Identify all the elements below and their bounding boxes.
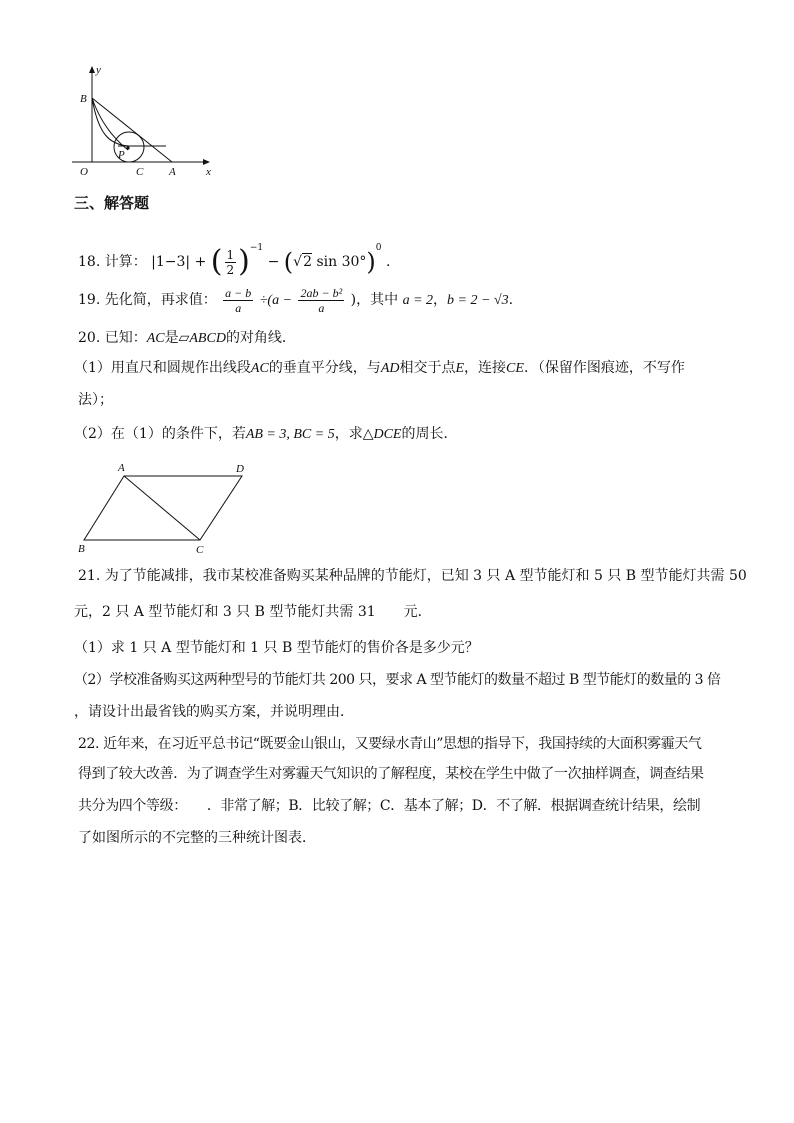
q19-fraction-2 xyxy=(298,286,344,315)
q20-p2-cond: AB = 3, BC = 5 xyxy=(245,427,335,442)
question-21-part-2-line-2: ，请设计出最省钱的购买方案，并说明理由． xyxy=(74,704,354,720)
q18-prefix: 18. 计算： xyxy=(78,254,147,270)
q18-frac-num: 1 xyxy=(226,247,235,262)
q19-fraction-1 xyxy=(223,286,253,315)
label-c: C xyxy=(136,166,144,178)
question-21-part-2-line-1: （2）学校准备购买这两种型号的节能灯共 200 只，要求 A 型节能灯的数量不超过 B 型节能灯的数量的 3 倍 xyxy=(74,672,721,688)
q20-p1-b: 的垂直平分线，与 xyxy=(268,360,381,376)
question-19 xyxy=(78,282,513,318)
question-18: 18. 计算： |1−3| + ( $\frac{1}{2}$ )$^{-1}$ − (√2 sin 30°)$^0$ . xyxy=(78,243,391,279)
q22-line3-a: 共分为四个等级： xyxy=(78,798,187,814)
figure-coordinate-diagram xyxy=(68,62,218,180)
q20-p1-var-ac: AC xyxy=(250,361,269,376)
curve-lower xyxy=(92,98,128,150)
q19-f2-num: 2ab − b² xyxy=(300,285,343,300)
section-title: 三、解答题 xyxy=(74,194,150,212)
label-c: C xyxy=(196,544,204,556)
q21-line2-a: 元，2 只 A 型节能灯和 3 只 B 型节能灯共需 31 xyxy=(74,604,376,620)
label-b: B xyxy=(78,543,85,555)
label-b: B xyxy=(80,93,87,105)
segment-ba xyxy=(92,98,172,162)
q19-prefix: 19. 先化简，再求值： xyxy=(78,292,217,308)
q20-p1-c: 相交于点 xyxy=(399,360,456,376)
label-y: y xyxy=(96,64,101,76)
q19-f1-num: a − b xyxy=(225,285,252,300)
point-p xyxy=(126,146,129,149)
question-22-line-1: 22. 近年来，在习近平总书记“既要金山银山，又要绿水青山”思想的指导下，我国持续的大面积雾霾天气 xyxy=(78,736,702,752)
label-x: x xyxy=(206,166,211,178)
q19-cond-a: a = 2 xyxy=(402,293,434,308)
question-22-line-2: 得到了较大改善．为了调查学生对雾霾天气知识的了解程度，某校在学生中做了一次抽样调查，调查结果 xyxy=(78,766,704,782)
q20-shape: ▱ABCD xyxy=(178,331,226,346)
q20-p1-d: ，连接 xyxy=(464,360,507,376)
question-20-part-1-line-2: 法）； xyxy=(78,392,113,408)
label-o: O xyxy=(80,166,88,178)
parallelogram-abcd xyxy=(84,476,242,540)
q18-exp-neg1: −1 xyxy=(249,243,264,253)
q20-suffix: 的对角线． xyxy=(225,330,296,346)
q19-cond-b: b = 2 − √3 xyxy=(447,293,509,308)
q20-p1-var-ad: AD xyxy=(380,361,400,376)
label-a: A xyxy=(118,462,125,474)
q20-p1-var-e: E xyxy=(455,361,465,376)
question-20-part-1 xyxy=(74,358,685,379)
q18-plus: + xyxy=(194,254,207,270)
label-p: P xyxy=(118,149,125,161)
diagonal-ac xyxy=(124,476,200,540)
q18-sqrt-arg: 2 xyxy=(303,254,313,270)
q20-p2-b: ，求 xyxy=(334,426,363,442)
q20-p2-triangle: △DCE xyxy=(362,427,402,442)
question-20-part-2 xyxy=(74,424,458,445)
q19-comma: ， xyxy=(433,292,448,308)
question-21-line-2 xyxy=(74,602,432,622)
curve-upper xyxy=(92,98,134,146)
q20-p1-e: ．（保留作图痕迹，不写作 xyxy=(523,360,685,376)
q20-p1-var-ce: CE xyxy=(506,361,524,376)
q20-p2-a: （2）在（1）的条件下，若 xyxy=(74,426,246,442)
q18-abs: |1−3| xyxy=(151,254,191,270)
q20-var-ac: AC xyxy=(146,331,165,346)
q20-prefix: 20. 已知： xyxy=(78,330,147,346)
q20-p1-a: （1）用直尺和圆规作出线段 xyxy=(74,360,251,376)
q22-line3-b: ．非常了解；B．比较了解；C．基本了解；D．不了解．根据调查统计结果，绘制 xyxy=(206,798,701,814)
q20-p2-c: 的周长． xyxy=(401,426,458,442)
question-21-line-1: 21. 为了节能减排，我市某校准备购买某种品牌的节能灯，已知 3 只 A 型节能灯和 5 只 B 型节能灯共需 50 xyxy=(78,568,747,584)
x-axis-arrow xyxy=(203,159,210,165)
question-20-line-1 xyxy=(78,328,296,349)
label-a: A xyxy=(169,166,176,178)
y-axis-arrow xyxy=(89,66,95,73)
q20-mid: 是 xyxy=(164,330,179,346)
label-d: D xyxy=(236,463,244,475)
q19-close: )，其中 xyxy=(350,292,399,308)
q18-minus: − xyxy=(267,254,280,270)
q19-f2-den: a xyxy=(318,300,325,315)
q19-end: . xyxy=(508,292,514,308)
q18-sin: sin 30° xyxy=(316,254,367,270)
q18-exp-zero: 0 xyxy=(375,243,382,253)
q19-div-open: ÷(a − xyxy=(259,293,293,308)
figure-parallelogram xyxy=(72,456,262,558)
question-21-part-1: （1）求 1 只 A 型节能灯和 1 只 B 型节能灯的售价各是多少元？ xyxy=(74,640,479,656)
q19-f1-den: a xyxy=(235,300,242,315)
question-22-line-3 xyxy=(78,796,700,816)
q18-frac-den: 2 xyxy=(226,262,235,277)
q21-line2-b: 元． xyxy=(403,604,432,620)
q18-fraction xyxy=(225,248,237,277)
q18-end: . xyxy=(385,254,391,270)
question-22-line-4: 了如图所示的不完整的三种统计图表． xyxy=(78,830,316,846)
